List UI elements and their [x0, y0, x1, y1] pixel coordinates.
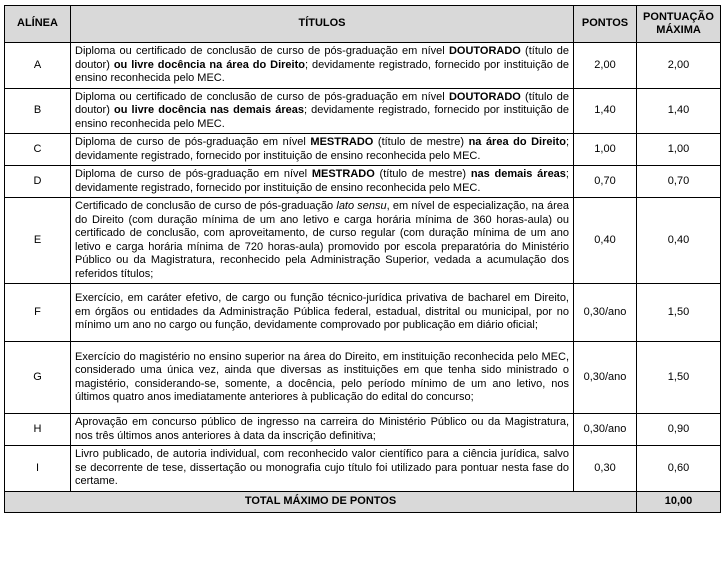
cell-pontos: 0,30/ano	[574, 284, 637, 342]
cell-pontos: 0,30/ano	[574, 414, 637, 446]
table-row	[5, 342, 721, 414]
titulo-text-segment: Exercício do magistério no ensino superior na área do Direito, em instituição reconhecida pelo MEC, considerado uma única vez, ainda que diversas as instituições em que tenha sido ministrado o magistério, considerando-se, somente, a docência, pelo período mínimo de um ano letivo, nos últimos quatro anos imediatamente anteriores à publicação do edital do concurso;	[75, 350, 569, 403]
titulo-text-segment: ; devidamente registrado, fornecido por instituição de ensino reconhecida pelo MEC.	[75, 136, 569, 162]
cell-pontos: 1,40	[574, 88, 637, 134]
pontuacao-table	[4, 5, 721, 513]
titulo-text-segment: DOUTORADO	[448, 90, 521, 103]
cell-alinea: G	[5, 342, 71, 414]
cell-pontuacao-maxima: 2,00	[637, 43, 721, 89]
cell-titulo	[71, 166, 574, 198]
cell-pontos: 2,00	[574, 43, 637, 89]
cell-titulo	[71, 284, 574, 342]
cell-pontuacao-maxima: 1,50	[637, 342, 721, 414]
header-pontuacao-line2: MÁXIMA	[656, 24, 701, 36]
titulo-text-segment: Diploma de curso de pós-graduação em nível	[75, 136, 311, 148]
cell-alinea: C	[5, 134, 71, 166]
cell-pontos: 0,70	[574, 166, 637, 198]
table-row	[5, 88, 721, 134]
total-row	[5, 491, 721, 512]
cell-titulo	[71, 88, 574, 134]
titulo-text-segment: (título de doutor)	[75, 90, 570, 116]
cell-pontuacao-maxima: 0,90	[637, 414, 721, 446]
cell-pontuacao-maxima: 1,00	[637, 134, 721, 166]
cell-alinea: A	[5, 43, 71, 89]
cell-alinea: H	[5, 414, 71, 446]
cell-alinea: I	[5, 446, 71, 492]
header-pontuacao-line1: PONTUAÇÃO	[643, 10, 714, 23]
titulo-text-segment: , em nível de especialização, na área do Direito (com duração mínima de um ano letivo e carga horária mínima de 360 horas-aula) ou certificado de conclusão, com aproveitamento, de curso regular (com duração mínima de um ano letivo e carga horária mínima de 720 horas-aula) promovido por escola preparatória do Ministério Público ou da Magistratura, reconhecido pela Administração Superior, vedada a acumulação dos referidos títulos;	[75, 200, 570, 280]
titulo-text-segment: Aprovação em concurso público de ingresso na carreira do Ministério Público ou da Magistratura, nos três últimos anos anteriores à data da inscrição definitiva;	[75, 416, 569, 442]
titulo-text-segment: na área do Direito	[468, 136, 566, 148]
titulo-text-segment: Diploma ou certificado de conclusão de curso de pós-graduação em nível	[75, 90, 449, 103]
titulo-text-segment: ; devidamente registrado, fornecido por instituição de ensino reconhecida pelo MEC.	[75, 168, 569, 194]
table-row	[5, 134, 721, 166]
cell-alinea: B	[5, 88, 71, 134]
table-row	[5, 166, 721, 198]
titulo-text-segment: MESTRADO	[311, 168, 375, 180]
cell-titulo	[71, 342, 574, 414]
cell-alinea: F	[5, 284, 71, 342]
cell-pontos: 0,30	[574, 446, 637, 492]
cell-pontuacao-maxima: 1,40	[637, 88, 721, 134]
cell-titulo	[71, 198, 574, 284]
table-body	[5, 43, 721, 492]
cell-titulo	[71, 446, 574, 492]
titulo-text-segment: Livro publicado, de autoria individual, com reconhecido valor científico para a ciência jurídica, salvo se decorrente de tese, dissertação ou monografia cujo título foi utilizado para pontuar nesta fase do certame.	[75, 448, 569, 487]
total-label: TOTAL MÁXIMO DE PONTOS	[5, 491, 637, 512]
cell-pontos: 0,40	[574, 198, 637, 284]
cell-pontos: 1,00	[574, 134, 637, 166]
cell-titulo	[71, 134, 574, 166]
cell-pontuacao-maxima: 0,40	[637, 198, 721, 284]
header-alinea: ALÍNEA	[5, 6, 71, 43]
titulo-text-segment: ; devidamente registrado, fornecido por instituição de ensino reconhecida pelo MEC.	[75, 104, 569, 130]
titulo-text-segment: (título de doutor)	[75, 45, 570, 71]
cell-titulo	[71, 414, 574, 446]
cell-titulo	[71, 43, 574, 89]
table-row	[5, 198, 721, 284]
header-pontos: PONTOS	[574, 6, 637, 43]
titulo-text-segment: MESTRADO	[310, 136, 374, 148]
titulo-text-segment: ou livre docência na área do Direito	[113, 58, 305, 71]
cell-pontuacao-maxima: 0,70	[637, 166, 721, 198]
total-value: 10,00	[637, 491, 721, 512]
titulo-text-segment: ou livre docência nas demais áreas	[113, 104, 304, 116]
titulo-text-segment: (título de mestre)	[373, 136, 469, 148]
titulo-text-segment: ; devidamente registrado, fornecido por instituição de ensino reconhecida pelo MEC.	[75, 58, 569, 84]
titulo-text-segment: (título de mestre)	[374, 168, 471, 180]
table-row	[5, 284, 721, 342]
header-pontuacao-maxima	[637, 6, 721, 43]
titulo-text-segment: DOUTORADO	[448, 45, 521, 57]
cell-alinea: D	[5, 166, 71, 198]
titulo-text-segment: Diploma de curso de pós-graduação em nível	[75, 168, 312, 180]
table-row	[5, 43, 721, 89]
titulo-text-segment: nas demais áreas	[470, 168, 566, 180]
header-titulos: TÍTULOS	[71, 6, 574, 43]
titulo-text-segment: Certificado de conclusão de curso de pós-graduação	[75, 200, 337, 212]
cell-pontuacao-maxima: 1,50	[637, 284, 721, 342]
cell-pontos: 0,30/ano	[574, 342, 637, 414]
table-row	[5, 414, 721, 446]
cell-pontuacao-maxima: 0,60	[637, 446, 721, 492]
cell-alinea: E	[5, 198, 71, 284]
titulo-text-segment: lato sensu	[336, 200, 387, 212]
titulo-text-segment: Exercício, em caráter efetivo, de cargo ou função técnico-jurídica privativa de bacharel em Direito, em órgãos ou entidades da Administração Pública federal, estadual, distrital ou municipal, por no mínimo um ano no cargo ou função, devidamente comprovado por publicação em diário oficial;	[75, 292, 569, 332]
table-row	[5, 446, 721, 492]
titulo-text-segment: Diploma ou certificado de conclusão de curso de pós-graduação em nível	[75, 45, 449, 57]
table-header-row	[5, 6, 721, 43]
